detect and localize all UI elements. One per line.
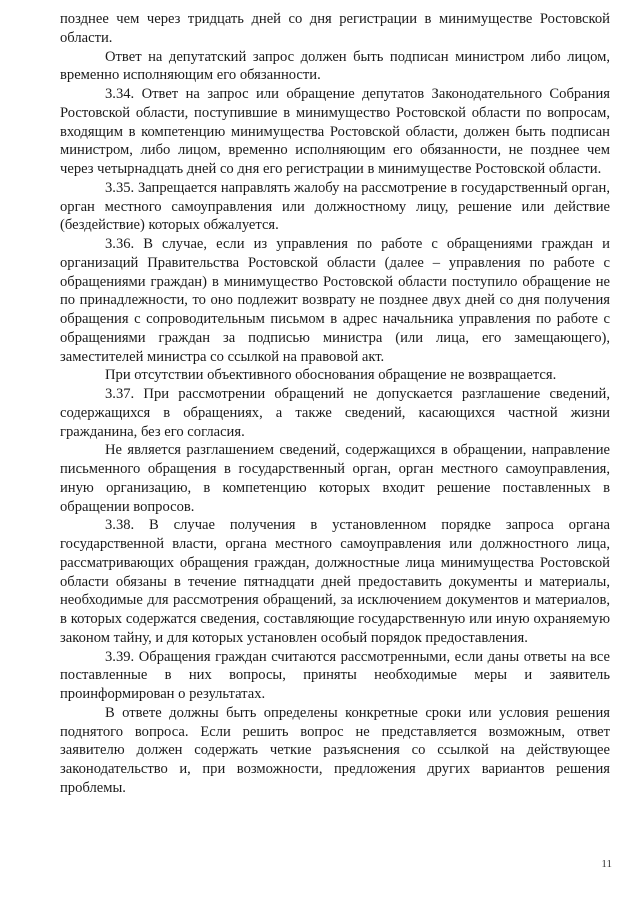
paragraph-deputy-answer-signature: Ответ на депутатский запрос должен быть подписан министром либо лицом, временно исполняющим его обязанности. [60, 48, 610, 84]
paragraph-3-37: 3.37. При рассмотрении обращений не допускается разглашение сведений, содержащихся в обращениях, а также сведений, касающихся частной жизни гражданина, без его согласия. [60, 386, 610, 440]
paragraph-no-return: При отсутствии объективного обоснования обращение не возвращается. [105, 367, 557, 384]
paragraph-3-38: 3.38. В случае получения в установленном порядке запроса органа государственной власти, органа местного самоуправления или должностного лица, рассматривающих обращения граждан, должностные лица минимущества Ростовской области обязаны в течение пятнадцати дней предоставить документы и материалы, необходимые для рассмотрения обращений, за исключением документов и материалов, в которых содержатся сведения, составляющие государственную или иную охраняемую законом тайну, и для которых установлен особый порядок предоставления. [60, 517, 610, 646]
paragraph-3-36: 3.36. В случае, если из управления по работе с обращениями граждан и организаций Правительства Ростовской области (далее – управления по работе с обращениями граждан) в минимущество Ростовской области поступило обращение не по принадлежности, то оно подлежит возврату не позднее двух дней со дня получения обращения с сопроводительным письмом в адрес начальника управления по работе с обращениями граждан за подписью министра (или лица, его замещающего), заместителей министра со ссылкой на правовой акт. [60, 236, 610, 365]
document-body [60, 10, 610, 798]
paragraph-answer-requirements: В ответе должны быть определены конкретные сроки или условия решения поднятого вопроса. Если решить вопрос не представляется возможным, ответ заявителю должен содержать четкие разъяснения со ссылкой на действующее законодательство и, при возможности, предложения других вариантов решения проблемы. [60, 704, 610, 796]
page-number: 11 [601, 858, 612, 870]
paragraph-3-34: 3.34. Ответ на запрос или обращение депутатов Законодательного Собрания Ростовской области, поступившие в минимущество Ростовской области по вопросам, входящим в компетенцию минимущества Ростовской области, должен быть подписан министром, либо лицом, временно исполняющим его обязанности, не позднее чем через четырнадцать дней со дня его регистрации в минимуществе Ростовской области. [60, 86, 610, 177]
paragraph-3-39: 3.39. Обращения граждан считаются рассмотренными, если даны ответы на все поставленные в них вопросы, приняты необходимые меры и заявитель проинформирован о результатах. [60, 648, 610, 702]
paragraph-continuation: позднее чем через тридцать дней со дня регистрации в минимуществе Ростовской области. [60, 11, 610, 46]
paragraph-not-disclosure: Не является разглашением сведений, содержащихся в обращении, направление письменного обращения в государственный орган, орган местного самоуправления, иную организацию, в компетенцию которых входит решение поставленных в обращении вопросов. [60, 442, 610, 515]
paragraph-3-35: 3.35. Запрещается направлять жалобу на рассмотрение в государственный орган, орган местного самоуправления или должностному лицу, решение или действие (бездействие) которых обжалуется. [60, 179, 610, 234]
